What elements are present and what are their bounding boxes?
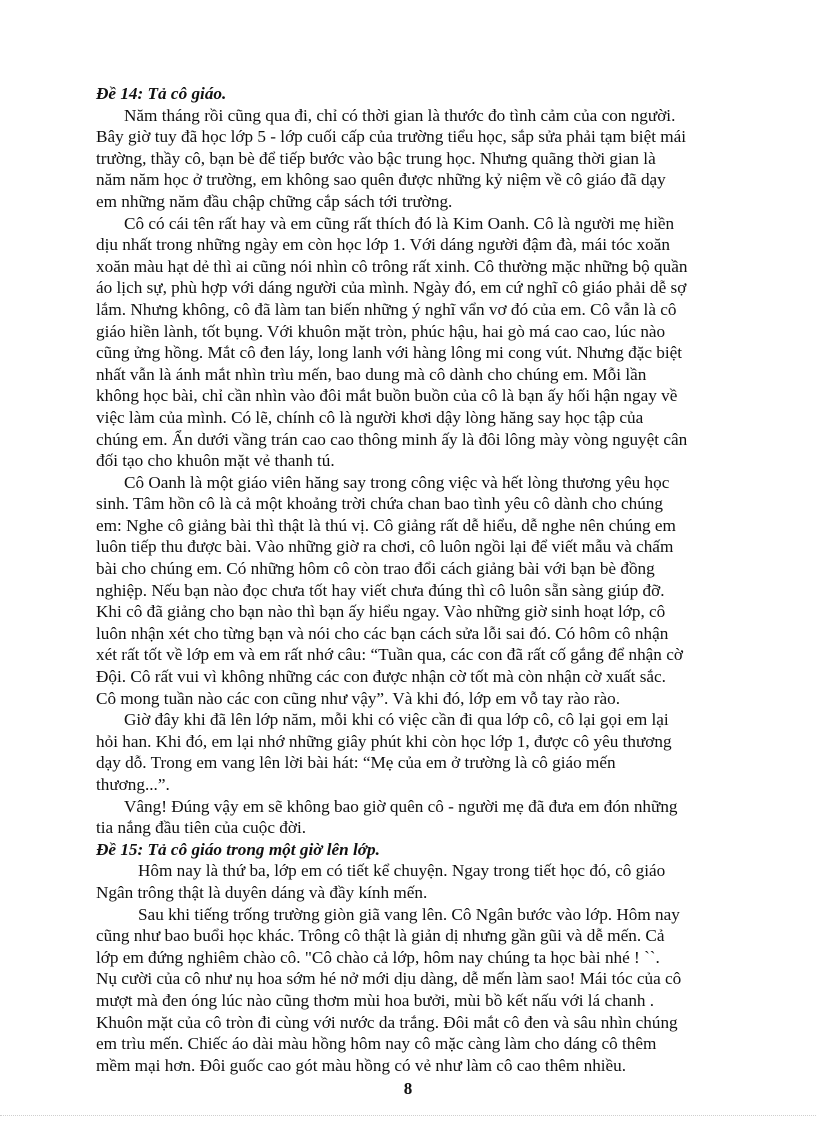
text-line: lắm. Nhưng không, cô đã làm tan biến những ý nghĩ vẩn vơ đó của em. Cô vẫn là cô [96,299,677,319]
text-line: mềm mại hơn. Đôi guốc cao gót màu hồng có vẻ như làm cô cao thêm nhiều. [96,1055,627,1075]
text-line: bài cho chúng em. Có những hôm cô còn trao đổi cách giảng bài với bạn bè đồng [96,559,655,579]
text-line: giáo hiền lành, tốt bụng. Với khuôn mặt tròn, phúc hậu, hai gò má cao cao, lúc nào [96,321,666,341]
text-line: chúng em. Ẩn dưới vầng trán cao cao thông minh ấy là đôi lông mày vòng nguyệt cân [96,429,688,449]
heading-text: Đề 15: Tả cô giáo trong một giờ lên lớp. [96,839,380,859]
page-number: 8 [403,1079,413,1098]
text-line: nhất vẫn là ánh mắt nhìn trìu mến, bao dung mà cô dành cho chúng em. Mỗi lần [96,364,647,384]
text-line: xét rất tốt về lớp em và em rất nhớ câu: “Tuần qua, các con đã rất cố gắng để nhận cờ [96,645,683,665]
text-line: em: Nghe cô giảng bài thì thật là thú vị. Cô giảng rất dễ hiểu, dễ nghe nên chúng em [96,515,676,535]
text-line: Đội. Cô rất vui vì không những các con được nhận cờ tốt mà còn nhận cờ xuất sắc. [96,667,666,687]
section-heading [96,839,796,861]
text-line: mượt mà đen óng lúc nào cũng thơm mùi hoa bưởi, mùi bồ kết nấu với lá chanh . [96,990,655,1010]
paragraph [96,904,796,1077]
page-edge-divider [0,1115,816,1116]
text-line: Nụ cười của cô như nụ hoa sớm hé nở mới dịu dàng, dễ mến làm sao! Mái tóc của cô [96,969,682,989]
text-line: đối tạo cho khuôn mặt vẻ thanh tú. [96,451,335,471]
text-line: Cô Oanh là một giáo viên hăng say trong công việc và hết lòng thương yêu học [124,472,670,492]
text-line: Ngân trông thật là duyên dáng và đầy kính mến. [96,882,428,902]
paragraph [96,796,796,839]
text-line: Giờ đây khi đã lên lớp năm, mỗi khi có việc cần đi qua lớp cô, cô lại gọi em lại [124,710,669,730]
text-line: sinh. Tâm hồn cô là cả một khoảng trời chứa chan bao tình yêu cô dành cho chúng [96,494,663,514]
paragraph [96,709,796,795]
text-line: Cô mong tuần nào các con cũng như vậy”. Và khi đó, lớp em vỗ tay rào rào. [96,688,621,708]
text-line: trường, thầy cô, bạn bè để tiếp bước vào bậc trung học. Nhưng quãng thời gian là [96,148,656,168]
text-line: cũng như bao buổi học khác. Trông cô thật là giản dị nhưng gần gũi và dễ mến. Cả [96,926,665,946]
text-line: năm năm học ở trường, em không sao quên được những kỷ niệm về cô giáo đã dạy [96,170,666,190]
text-line: không học bài, chỉ cần nhìn vào đôi mắt buồn buồn của cô là bạn ấy hối hận ngay về [96,386,678,406]
text-line: Hôm nay là thứ ba, lớp em có tiết kể chuyện. Ngay trong tiết học đó, cô giáo [138,861,666,881]
text-line: cũng ửng hồng. Mắt cô đen láy, long lanh với hàng lông mi cong vút. Nhưng đặc biệt [96,343,683,363]
text-line: xoăn màu hạt dẻ thì ai cũng nói nhìn cô trông rất xinh. Cô thường mặc những bộ quần [96,256,688,276]
text-line: việc làm của mình. Có lẽ, chính cô là người khơi dậy lòng hăng say học tập của [96,407,644,427]
text-line: Năm tháng rồi cũng qua đi, chỉ có thời gian là thước đo tình cảm của con người. [124,105,676,125]
paragraph [96,472,796,710]
text-line: em những năm đầu chập chững cắp sách tới trường. [96,191,453,211]
text-line: hỏi han. Khi đó, em lại nhớ những giây phút khi còn học lớp 1, được cô yêu thương [96,731,672,751]
text-line: dịu nhất trong những ngày em còn học lớp 1. Với dáng người đậm đà, mái tóc xoăn [96,235,670,255]
paragraph [96,860,796,903]
text-line: Cô có cái tên rất hay và em cũng rất thích đó là Kim Oanh. Cô là người mẹ hiền [124,213,675,233]
text-line: Bây giờ tuy đã học lớp 5 - lớp cuối cấp của trường tiểu học, sắp sửa phải tạm biệt mái [96,127,687,147]
text-line: Sau khi tiếng trống trường giòn giã vang lên. Cô Ngân bước vào lớp. Hôm nay [138,904,680,924]
text-line: áo lịch sự, phù hợp với dáng người của mình. Ngày đó, em cứ nghĩ cô giáo phải dễ sợ [96,278,687,298]
section-heading [96,83,796,105]
text-line: nghiệp. Nếu bạn nào đọc chưa tốt hay viết chưa đúng thì cô luôn sẵn sàng giúp đỡ. [96,580,665,600]
text-line: em trìu mến. Chiếc áo dài màu hồng hôm nay cô mặc càng làm cho dáng cô thêm [96,1034,657,1054]
text-line: thương...”. [96,775,170,794]
text-line: lớp em đứng nghiêm chào cô. "Cô chào cả lớp, hôm nay chúng ta học bài nhé ! ``. [96,947,660,967]
heading-text: Đề 14: Tả cô giáo. [96,84,227,103]
paragraph [96,105,796,213]
text-line: Vâng! Đúng vậy em sẽ không bao giờ quên cô - người mẹ đã đưa em đón những [124,796,678,816]
document-body [96,83,796,1076]
text-line: tia nắng đầu tiên của cuộc đời. [96,818,307,838]
text-line: luôn tiếp thu được bài. Vào những giờ ra chơi, cô luôn ngồi lại để viết mẫu và chấm [96,537,674,557]
paragraph [96,213,796,472]
text-line: Khuôn mặt của cô tròn đi cùng với nước da trắng. Đôi mắt cô đen và sâu nhìn chúng [96,1012,678,1032]
text-line: Khi cô đã giảng cho bạn nào thì bạn ấy hiểu ngay. Vào những giờ sinh hoạt lớp, cô [96,602,666,622]
text-line: dạy dỗ. Trong em vang lên lời bài hát: “Mẹ của em ở trường là cô giáo mến [96,753,616,773]
text-line: luôn nhận xét cho từng bạn và nói cho các bạn cách sửa lỗi sai đó. Có hôm cô nhận [96,623,669,643]
